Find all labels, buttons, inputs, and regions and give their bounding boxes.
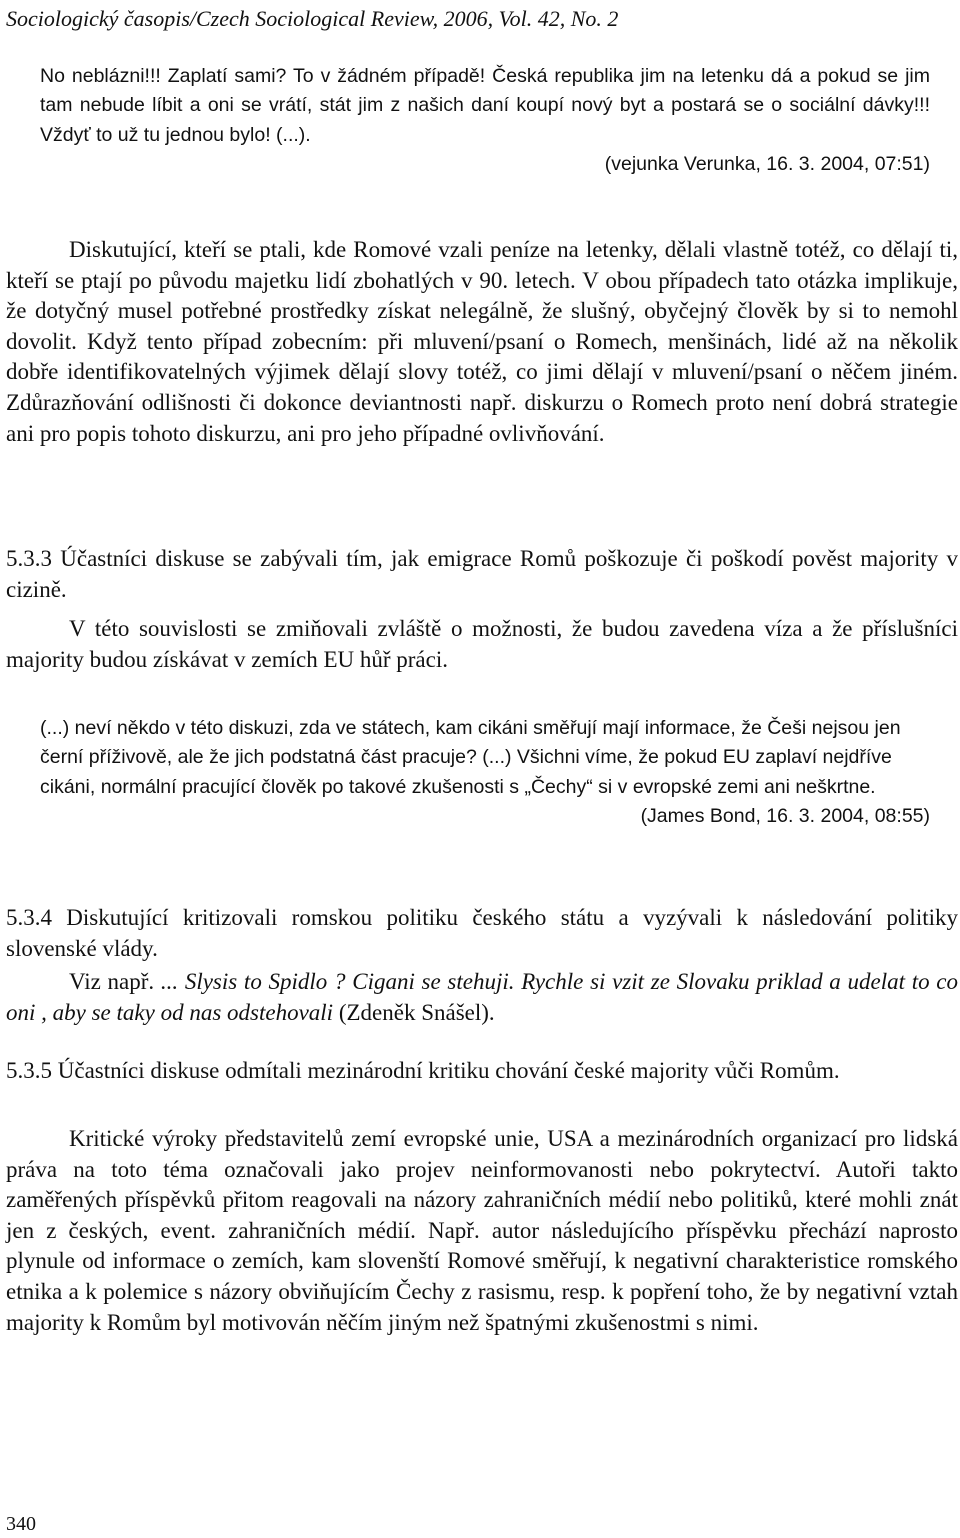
page-number: 340 [6,1513,36,1535]
quote-text: (...) neví někdo v této diskuzi, zda ve státech, kam cikáni směřují mají informace, že Češi nejsou jen černí příživově, ale že jich podstatná část pracuje? (...) Všichni víme, že pokud EU zaplaví nejdříve cikáni, normální pracující člověk po takové zkušenosti s „Čechy“ si v evropské zemi ani neškrtne. [40,717,901,798]
running-head: Sociologický časopis/Czech Sociological Review, 2006, Vol. 42, No. 2 [6,6,619,31]
example-author: (Zdeněk Snášel). [333,999,495,1025]
forum-quote-vejunka [40,62,930,179]
example-lead: Viz např. [69,969,161,994]
forum-quote-james-bond [40,714,930,831]
quote-text: No neblázni!!! Zaplatí sami? To v žádném případě! Česká republika jim na letenku dá a pokud se jim tam nebude líbit a oni se vrátí, stát jim z našich daní koupí nový byt a postará se o sociální dávky!!! Vždyť to už tu jednou bylo! (...). [40,65,930,146]
paragraph-international-criticism: Kritické výroky představitelů zemí evropské unie, USA a mezinárodních organizací pro lidská práva na toto téma označovali jako projev neinformovanosti nebo pokrytectví. Autoři takto zaměřených příspěvků přitom reagovali na názory zahraničních médií nebo politiků, které mohli znát jen z českých, event. zahraničních médií. Např. autor následujícího příspěvku přechází naprosto plynule od informace o zemích, kam slovenští Romové směřují, k negativní charakteristice romského etnika a k polemice s názory obviňujícím Čechy z rasismu, resp. k popření toho, že by negativní vztah majority k Romům byl motivován něčím jiným než špatnými zkušenostmi s nimi. [6,1126,958,1335]
paragraph-visa: V této souvislosti se zmiňovali zvláště o možnosti, že budou zavedena víza a že příslušníci majority budou získávat v zemích EU hůř práci. [6,616,958,672]
paragraph-discussion-money: Diskutující, kteří se ptali, kde Romové vzali peníze na letenky, dělali vlastně totéž, co dělají ti, kteří se ptají po původu majetku lidí zbohatlých v 90. letech. V obou případech tato otázka implikuje, že dotyčný musel potřebné prostředky získat nelegálně, že slušný, obyčejný člověk by si to nemohl dovolit. Když tento případ zobecním: při mluvení/psaní o Romech, menšinách, lidé až na několik dobře identifikovatelných výjimek dělají slovy totéž, co jimi dělají v mluvení/psaní o něčem jiném. Zdůrazňování odlišnosti či dokonce deviantnosti např. diskurzu o Romech proto není dobrá strategie ani pro popis tohoto diskurzu, ani pro jeho případné ovlivňování. [6,237,958,446]
paragraph-slovak-example [6,967,958,1028]
quote-attribution: (vejunka Verunka, 16. 3. 2004, 07:51) [604,152,930,175]
section-5-3-5: 5.3.5 Účastníci diskuse odmítali mezinárodní kritiku chování české majority vůči Romům. [6,1058,840,1083]
document-page [6,0,959,1538]
quote-attribution: (James Bond, 16. 3. 2004, 08:55) [640,804,930,827]
section-5-3-4: 5.3.4 Diskutující kritizovali romskou politiku českého státu a vyzývali k následování politiky slovenské vlády. [6,905,958,961]
example-quote: ... Slysis to Spidlo ? Cigani se stehuji. Rychle si vzit ze Slovaku priklad a udelat to co oni , aby se taky od nas odstehovali [6,969,959,1025]
section-5-3-3: 5.3.3 Účastníci diskuse se zabývali tím, jak emigrace Romů poškozuje či poškodí pověst majority v cizině. [6,546,958,602]
